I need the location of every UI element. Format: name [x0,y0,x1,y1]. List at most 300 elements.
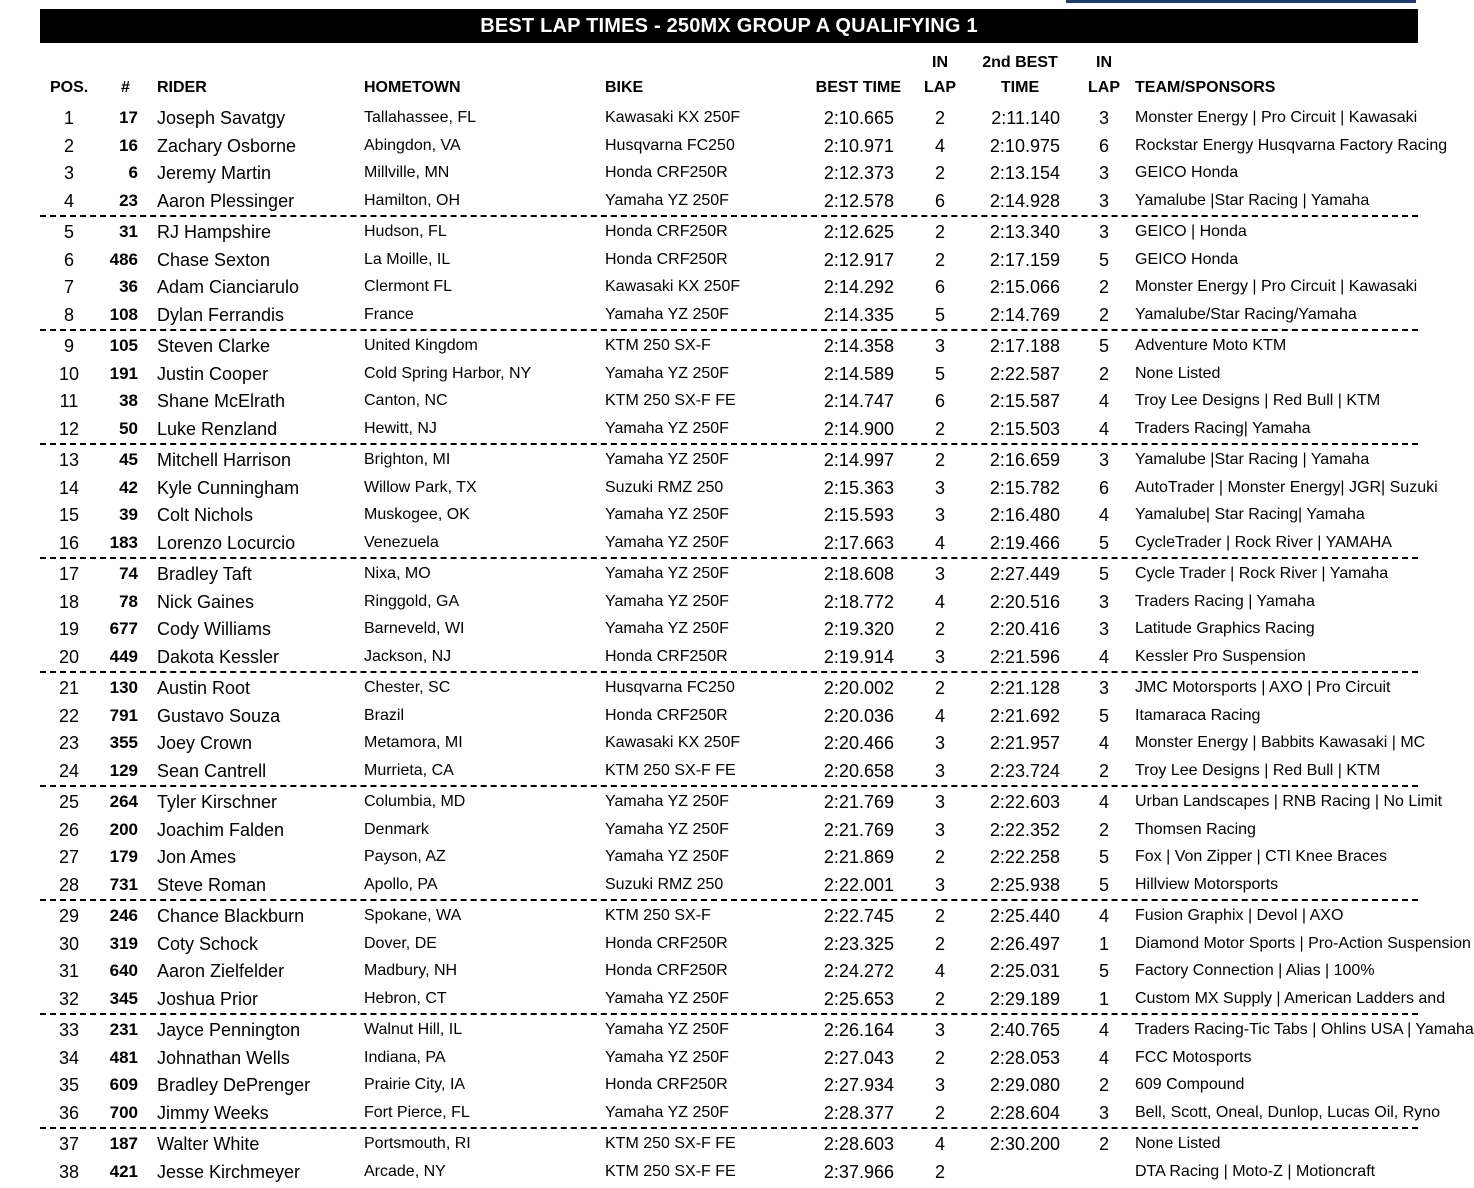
rider-name-cell: Jesse Kirchmeyer [157,1161,301,1182]
rider-name-cell: Adam Cianciarulo [157,277,300,297]
rider-number-cell: 355 [109,733,138,752]
header-team-sponsors: TEAM/SPONSORS [1135,79,1276,96]
hometown-cell: Brighton, MI [364,451,451,468]
table-row [0,702,1466,730]
table-row [0,615,1466,643]
second-best-time-cell: 2:13.340 [989,222,1060,242]
table-row [0,301,1466,329]
group-divider [40,785,1418,787]
best-time-cell: 2:17.663 [823,532,894,553]
bike-cell: Honda CRF250R [605,1076,728,1093]
second-best-lap-number-cell: 5 [1098,874,1109,895]
second-best-time-cell: 2:17.188 [989,336,1060,356]
bike-cell: Kawasaki KX 250F [605,734,741,751]
rider-number-cell: 6 [128,163,138,182]
team-sponsors-cell: Troy Lee Designs | Red Bull | KTM [1135,392,1381,409]
best-lap-number-cell: 2 [934,1047,945,1068]
rider-number-cell: 191 [109,363,138,383]
second-best-lap-number-cell: 4 [1098,1020,1109,1040]
best-lap-number-cell: 3 [934,760,945,781]
best-lap-number-cell: 2 [934,249,945,270]
rider-name-cell: Jimmy Weeks [157,1102,269,1123]
position-cell: 5 [63,222,74,242]
second-best-lap-number-cell: 3 [1098,1102,1109,1123]
group-divider [40,671,1418,673]
rider-number-cell: 31 [119,222,138,241]
second-best-time-cell: 2:13.154 [989,163,1060,183]
bike-cell: Yamaha YZ 250F [605,506,729,523]
header-in-lap-2-bottom: LAP [1088,79,1120,96]
team-sponsors-cell: GEICO Honda [1135,164,1239,181]
rider-number-cell: 42 [119,477,138,497]
best-lap-number-cell: 2 [934,847,945,867]
best-time-cell: 2:14.997 [823,450,894,470]
bike-cell: Yamaha YZ 250F [605,305,729,323]
best-lap-number-cell: 2 [934,678,945,698]
bike-cell: KTM 250 SX-F FE [605,761,736,779]
group-divider [40,215,1418,217]
best-lap-number-cell: 2 [934,1161,945,1182]
header-number: # [121,79,130,96]
bike-cell: Yamaha YZ 250F [605,1103,729,1121]
position-cell: 35 [58,1075,80,1095]
second-best-lap-number-cell: 3 [1098,222,1109,242]
rider-number-cell: 183 [109,532,138,552]
position-cell: 7 [63,277,74,297]
table-header [0,50,1466,100]
best-time-cell: 2:20.036 [823,705,894,726]
best-lap-number-cell: 3 [934,819,945,840]
best-lap-number-cell: 4 [934,591,945,612]
header-in-lap-1-top: IN [932,54,948,71]
rider-number-cell: 609 [109,1075,138,1094]
position-cell: 32 [58,988,80,1009]
hometown-cell: Portsmouth, RI [364,1135,471,1152]
best-time-cell: 2:21.769 [823,819,894,840]
position-cell: 15 [58,505,80,525]
best-time-cell: 2:10.665 [823,108,894,128]
rider-number-cell: 421 [109,1161,138,1181]
team-sponsors-cell: Yamalube/Star Racing/Yamaha [1135,305,1357,323]
rider-name-cell: Aaron Zielfelder [157,961,285,981]
position-cell: 27 [58,847,80,867]
best-lap-number-cell: 2 [934,418,945,439]
second-best-lap-number-cell: 2 [1098,760,1109,781]
bike-cell: KTM 250 SX-F FE [605,392,736,409]
rider-name-cell: Cody Williams [157,619,272,639]
second-best-lap-number-cell: 3 [1098,678,1109,698]
hometown-cell: Hudson, FL [364,223,447,240]
best-lap-number-cell: 3 [934,336,945,356]
position-cell: 12 [58,418,80,439]
best-time-cell: 2:14.900 [823,418,894,439]
bike-cell: Honda CRF250R [605,223,728,240]
second-best-time-cell: 2:20.416 [989,619,1060,639]
table-row [0,415,1466,443]
second-best-lap-number-cell: 2 [1098,304,1109,325]
team-sponsors-cell: Urban Landscapes | RNB Racing | No Limit [1135,793,1443,810]
bike-cell: Husqvarna FC250 [605,679,735,696]
table-row [0,1099,1466,1127]
second-best-lap-number-cell: 3 [1098,591,1109,612]
rider-number-cell: 17 [119,108,138,127]
table-row [0,816,1466,844]
table-row [0,674,1466,702]
table-row [0,529,1466,557]
hometown-cell: Madbury, NH [364,962,458,979]
rider-name-cell: Tyler Kirschner [157,792,278,812]
team-sponsors-cell: Bell, Scott, Oneal, Dunlop, Lucas Oil, Ryno [1135,1103,1441,1121]
position-cell: 19 [58,619,80,639]
best-lap-number-cell: 3 [934,646,945,667]
team-sponsors-cell: Factory Connection | Alias | 100% [1135,962,1375,979]
bike-cell: Honda CRF250R [605,706,728,724]
table-row [0,1044,1466,1072]
bike-cell: Yamaha YZ 250F [605,1048,729,1066]
rider-name-cell: Joachim Falden [157,819,285,840]
rider-number-cell: 45 [119,450,138,469]
best-time-cell: 2:20.658 [823,760,894,781]
best-lap-number-cell: 6 [934,277,945,297]
best-time-cell: 2:26.164 [823,1020,894,1040]
best-lap-number-cell: 2 [934,222,945,242]
second-best-time-cell: 2:25.938 [989,874,1060,895]
rider-number-cell: 108 [109,304,138,324]
rider-name-cell: Walter White [157,1134,260,1154]
second-best-lap-number-cell: 3 [1098,108,1109,128]
bike-cell: Yamaha YZ 250F [605,191,729,209]
best-lap-number-cell: 3 [934,733,945,753]
table-row [0,332,1466,360]
second-best-lap-number-cell: 5 [1098,336,1109,356]
best-time-cell: 2:14.358 [823,336,894,356]
best-time-cell: 2:27.043 [823,1047,894,1068]
rider-number-cell: 677 [109,619,138,638]
hometown-cell: Walnut Hill, IL [364,1021,463,1038]
best-lap-number-cell: 6 [934,190,945,211]
hometown-cell: La Moille, IL [364,250,451,268]
hometown-cell: United Kingdom [364,337,478,354]
hometown-cell: Indiana, PA [364,1048,446,1066]
team-sponsors-cell: None Listed [1135,364,1221,382]
best-lap-number-cell: 3 [934,505,945,525]
rider-name-cell: Aaron Plessinger [157,190,295,211]
bike-cell: Yamaha YZ 250F [605,820,729,838]
team-sponsors-cell: Yamalube |Star Racing | Yamaha [1135,191,1370,209]
bike-cell: Yamaha YZ 250F [605,565,729,582]
second-best-time-cell: 2:11.140 [991,108,1060,128]
position-cell: 34 [58,1047,80,1068]
table-row [0,1071,1466,1099]
hometown-cell: Clermont FL [364,278,453,295]
hometown-cell: Barneveld, WI [364,620,465,637]
position-cell: 14 [58,477,80,498]
second-best-lap-number-cell: 4 [1098,733,1109,753]
second-best-lap-number-cell: 6 [1098,477,1109,498]
rider-name-cell: Johnathan Wells [157,1047,290,1068]
rider-name-cell: Zachary Osborne [157,135,297,156]
position-cell: 38 [58,1161,80,1182]
rider-number-cell: 264 [109,792,138,811]
best-lap-number-cell: 2 [934,163,945,183]
hometown-cell: Columbia, MD [364,793,466,810]
table-row [0,588,1466,616]
team-sponsors-cell: Monster Energy | Babbits Kawasaki | MC [1135,734,1426,751]
team-sponsors-cell: Monster Energy | Pro Circuit | Kawasaki [1135,109,1418,126]
position-cell: 31 [58,961,80,981]
position-cell: 17 [58,564,80,584]
bike-cell: KTM 250 SX-F FE [605,1135,736,1152]
rider-number-cell: 481 [109,1047,138,1067]
team-sponsors-cell: GEICO Honda [1135,250,1239,268]
team-sponsors-cell: None Listed [1135,1135,1221,1152]
second-best-lap-number-cell: 5 [1098,847,1109,867]
second-best-lap-number-cell: 1 [1098,933,1109,954]
rider-number-cell: 791 [109,705,138,725]
table-row [0,360,1466,388]
hometown-cell: Venezuela [364,533,439,551]
second-best-time-cell: 2:22.258 [989,847,1060,867]
bike-cell: Honda CRF250R [605,962,728,979]
position-cell: 29 [58,906,80,926]
team-sponsors-cell: Diamond Motor Sports | Pro-Action Suspension [1135,934,1471,952]
best-lap-number-cell: 2 [934,108,945,128]
best-time-cell: 2:19.914 [823,646,894,667]
second-best-time-cell: 2:22.603 [989,792,1060,812]
second-best-time-cell: 2:21.596 [989,646,1060,667]
rider-name-cell: RJ Hampshire [157,222,272,242]
second-best-time-cell: 2:21.957 [989,733,1060,753]
second-best-time-cell: 2:20.516 [989,591,1060,612]
hometown-cell: Apollo, PA [364,875,438,893]
rider-name-cell: Luke Renzland [157,418,278,439]
team-sponsors-cell: Fox | Von Zipper | CTI Knee Braces [1135,848,1387,865]
second-best-lap-number-cell: 2 [1098,277,1109,297]
best-time-cell: 2:25.653 [823,988,894,1009]
rider-name-cell: Coty Schock [157,933,259,954]
position-cell: 10 [58,363,80,384]
bike-cell: Yamaha YZ 250F [605,848,729,865]
second-best-lap-number-cell: 4 [1098,418,1109,439]
position-cell: 28 [58,874,80,895]
bike-cell: KTM 250 SX-F [605,907,711,924]
hometown-cell: Canton, NC [364,392,448,409]
second-best-time-cell: 2:29.189 [989,988,1060,1009]
team-sponsors-cell: Latitude Graphics Racing [1135,620,1315,637]
bike-cell: Honda CRF250R [605,250,728,268]
rider-number-cell: 246 [109,906,138,925]
bike-cell: Kawasaki KX 250F [605,109,741,126]
best-lap-number-cell: 5 [934,304,945,325]
second-best-lap-number-cell: 4 [1098,391,1109,411]
table-row [0,187,1466,215]
bike-cell: Yamaha YZ 250F [605,592,729,610]
position-cell: 16 [58,532,80,553]
second-best-lap-number-cell: 3 [1098,619,1109,639]
best-lap-number-cell: 4 [934,705,945,726]
second-best-lap-number-cell: 3 [1098,163,1109,183]
rider-number-cell: 78 [119,591,138,611]
header-second-best-top: 2nd BEST [982,54,1058,71]
second-best-lap-number-cell: 3 [1098,190,1109,211]
bike-cell: Honda CRF250R [605,647,728,665]
best-time-cell: 2:18.608 [823,564,894,584]
position-cell: 23 [58,733,80,753]
team-sponsors-cell: CycleTrader | Rock River | YAMAHA [1135,533,1392,551]
hometown-cell: Hamilton, OH [364,191,461,209]
rider-name-cell: Dakota Kessler [157,646,280,667]
team-sponsors-cell: FCC Motosports [1135,1048,1252,1066]
position-cell: 6 [63,249,74,270]
best-time-cell: 2:22.745 [823,906,894,926]
position-cell: 20 [58,646,80,667]
best-lap-number-cell: 2 [934,450,945,470]
table-row [0,273,1466,301]
position-cell: 37 [58,1134,80,1154]
team-sponsors-cell: Custom MX Supply | American Ladders and [1135,989,1446,1007]
page-title: BEST LAP TIMES - 250MX GROUP A QUALIFYING 1 [40,9,1418,43]
table-row [0,132,1466,160]
hometown-cell: Muskogee, OK [364,506,470,523]
team-sponsors-cell: Hillview Motorsports [1135,875,1279,893]
team-sponsors-cell: Fusion Graphix | Devol | AXO [1135,907,1344,924]
second-best-time-cell: 2:15.782 [989,477,1060,498]
second-best-lap-number-cell: 4 [1098,646,1109,667]
table-row [0,757,1466,785]
best-time-cell: 2:14.747 [823,391,894,411]
second-best-time-cell: 2:28.053 [989,1047,1060,1068]
group-divider [40,329,1418,331]
best-lap-number-cell: 5 [934,363,945,384]
best-lap-number-cell: 3 [934,792,945,812]
team-sponsors-cell: Monster Energy | Pro Circuit | Kawasaki [1135,278,1418,295]
team-sponsors-cell: Adventure Moto KTM [1135,337,1287,354]
best-time-cell: 2:15.363 [823,477,894,498]
best-time-cell: 2:14.292 [823,277,894,297]
team-sponsors-cell: Yamalube |Star Racing | Yamaha [1135,451,1370,468]
team-sponsors-cell: Cycle Trader | Rock River | Yamaha [1135,565,1389,582]
second-best-lap-number-cell: 5 [1098,705,1109,726]
header-bike: BIKE [605,79,644,96]
bike-cell: KTM 250 SX-F [605,337,711,354]
position-cell: 9 [63,336,74,356]
team-sponsors-cell: Itamaraca Racing [1135,706,1261,724]
hometown-cell: Prairie City, IA [364,1076,466,1093]
second-best-time-cell: 2:25.031 [989,961,1060,981]
second-best-time-cell: 2:23.724 [989,760,1060,781]
rider-name-cell: Steven Clarke [157,336,271,356]
team-sponsors-cell: Rockstar Energy Husqvarna Factory Racing [1135,136,1448,154]
rider-number-cell: 187 [109,1134,138,1153]
position-cell: 22 [58,705,80,726]
team-sponsors-cell: JMC Motorsports | AXO | Pro Circuit [1135,679,1391,696]
rider-number-cell: 640 [109,961,138,980]
rider-name-cell: Dylan Ferrandis [157,304,285,325]
team-sponsors-cell: Kessler Pro Suspension [1135,647,1306,665]
best-time-cell: 2:14.335 [823,304,894,325]
position-cell: 18 [58,591,80,612]
hometown-cell: Chester, SC [364,679,451,696]
second-best-time-cell: 2:17.159 [989,249,1060,270]
rider-name-cell: Joey Crown [157,733,253,753]
bike-cell: Suzuki RMZ 250 [605,875,724,893]
header-pos: POS. [50,79,89,96]
hometown-cell: Denmark [364,820,429,838]
second-best-time-cell: 2:30.200 [989,1134,1060,1154]
team-sponsors-cell: AutoTrader | Monster Energy| JGR| Suzuki [1135,478,1438,496]
rider-number-cell: 319 [109,933,138,953]
position-cell: 36 [58,1102,80,1123]
position-cell: 11 [59,391,79,411]
rider-name-cell: Justin Cooper [157,363,269,384]
hometown-cell: Arcade, NY [364,1162,446,1180]
position-cell: 33 [58,1020,80,1040]
second-best-time-cell: 2:14.928 [989,190,1060,211]
second-best-time-cell: 2:15.066 [989,277,1060,297]
rider-name-cell: Kyle Cunningham [157,477,300,498]
rider-number-cell: 130 [109,678,138,697]
best-time-cell: 2:28.603 [823,1134,894,1154]
best-time-cell: 2:12.917 [823,249,894,270]
second-best-time-cell: 2:27.449 [989,564,1060,584]
rider-number-cell: 731 [109,874,138,894]
best-lap-number-cell: 2 [934,619,945,639]
second-best-lap-number-cell: 2 [1098,1134,1109,1154]
table-row [0,218,1466,246]
second-best-lap-number-cell: 2 [1098,819,1109,840]
team-sponsors-cell: Yamalube| Star Racing| Yamaha [1135,506,1365,523]
position-cell: 24 [58,760,80,781]
rider-name-cell: Austin Root [157,678,251,698]
best-lap-number-cell: 3 [934,1020,945,1040]
rider-number-cell: 449 [109,646,138,666]
bike-cell: Honda CRF250R [605,164,728,181]
bike-cell: Yamaha YZ 250F [605,989,729,1007]
header-rider: RIDER [157,79,207,96]
rider-name-cell: Jeremy Martin [157,163,272,183]
hometown-cell: Ringgold, GA [364,592,460,610]
best-lap-number-cell: 4 [934,135,945,156]
rider-number-cell: 700 [109,1102,138,1122]
second-best-lap-number-cell: 4 [1098,792,1109,812]
best-lap-number-cell: 4 [934,1134,945,1154]
rider-name-cell: Bradley Taft [157,564,252,584]
table-row [0,957,1466,985]
best-time-cell: 2:24.272 [823,961,894,981]
best-lap-number-cell: 3 [934,564,945,584]
rider-name-cell: Shane McElrath [157,391,286,411]
table-row [0,159,1466,187]
rider-name-cell: Chance Blackburn [157,906,305,926]
group-divider [40,899,1418,901]
position-cell: 1 [63,108,74,128]
bike-cell: Yamaha YZ 250F [605,620,729,637]
hometown-cell: Jackson, NJ [364,647,452,665]
hometown-cell: Tallahassee, FL [364,109,477,126]
second-best-lap-number-cell: 4 [1098,1047,1109,1068]
bike-cell: Yamaha YZ 250F [605,793,729,810]
second-best-time-cell: 2:22.587 [989,363,1060,384]
team-sponsors-cell: Traders Racing-Tic Tabs | Ohlins USA | Yamaha [1135,1021,1474,1038]
best-time-cell: 2:27.934 [823,1075,894,1095]
rider-name-cell: Gustavo Souza [157,705,281,726]
rider-number-cell: 200 [109,819,138,839]
best-time-cell: 2:23.325 [823,933,894,954]
position-cell: 21 [58,678,80,698]
hometown-cell: Hebron, CT [364,989,447,1007]
second-best-time-cell: 2:21.692 [989,705,1060,726]
bike-cell: Yamaha YZ 250F [605,451,729,468]
